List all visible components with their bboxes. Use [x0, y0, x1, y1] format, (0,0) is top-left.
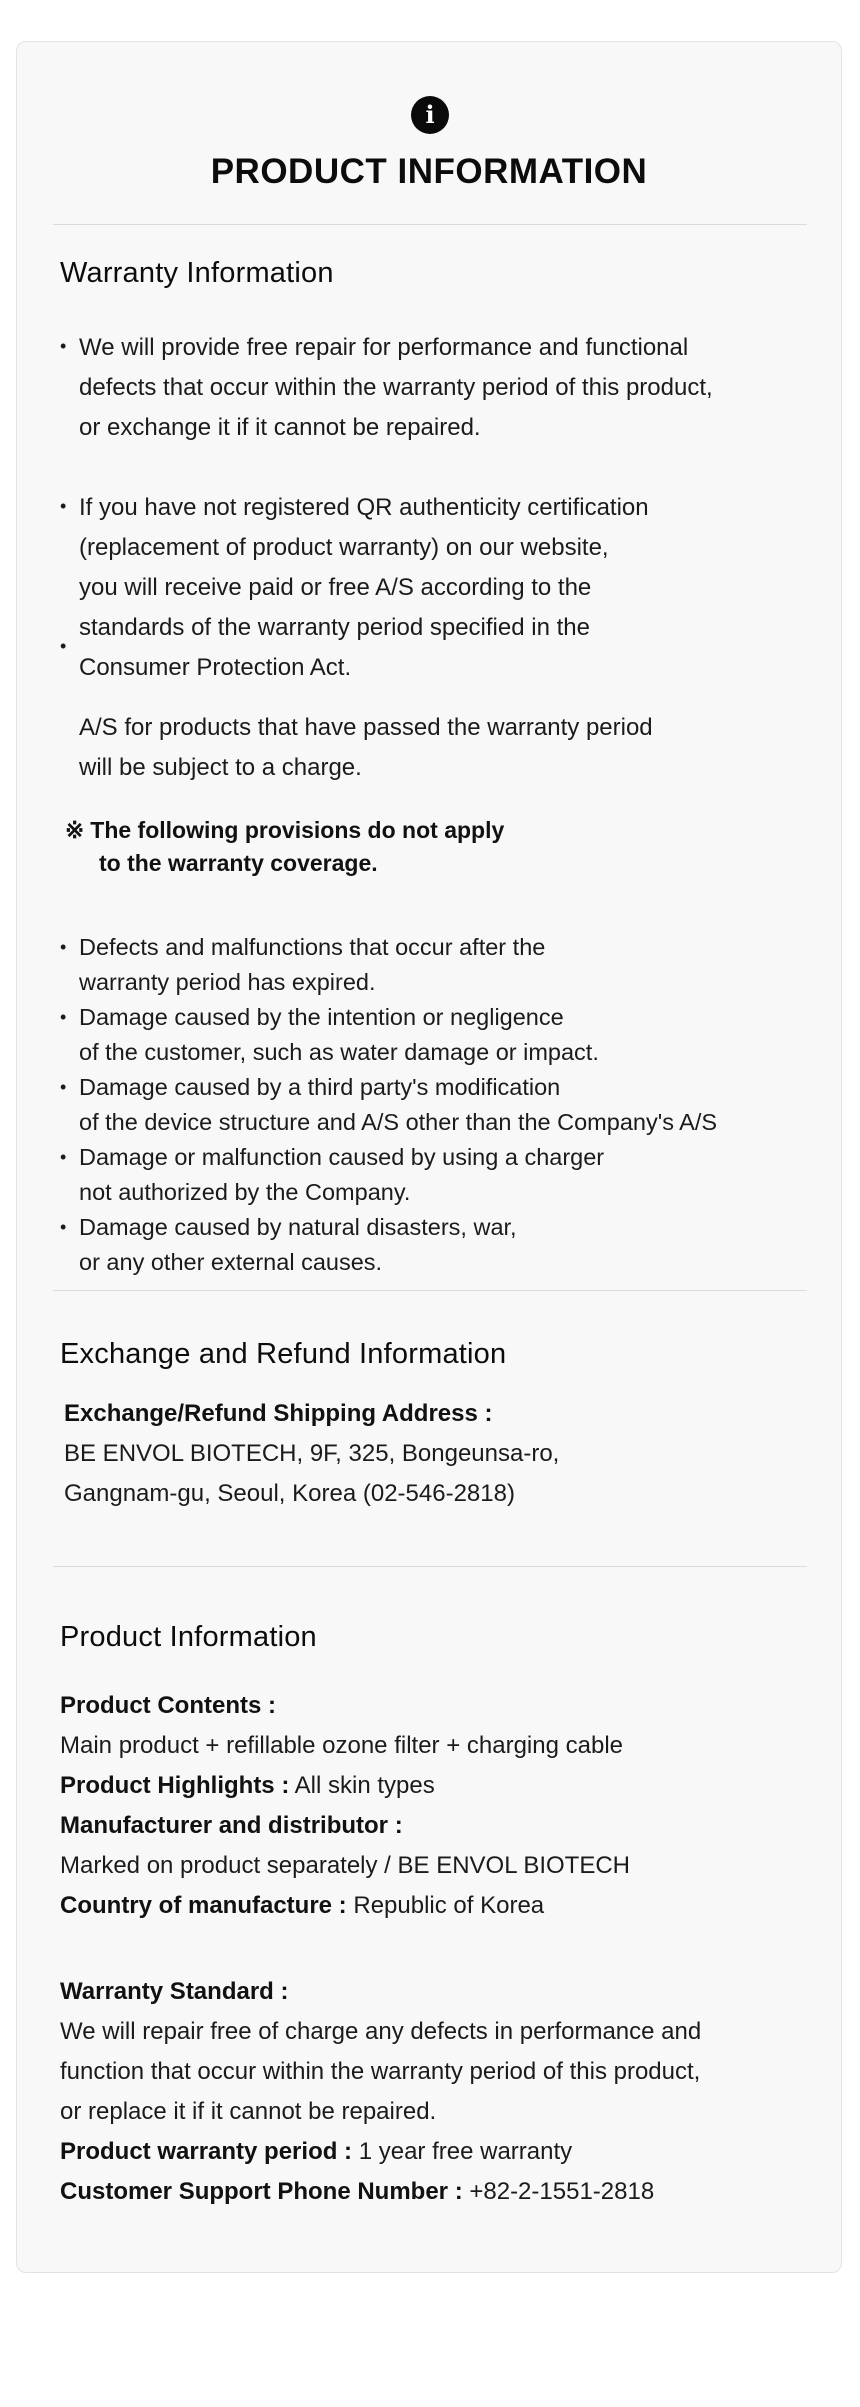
- warranty-heading: Warranty Information: [60, 257, 334, 289]
- divider: [53, 1290, 807, 1291]
- product-heading: Product Information: [60, 1621, 317, 1653]
- divider: [53, 1566, 807, 1567]
- info-icon: i: [411, 96, 449, 134]
- exclusions-list: [60, 930, 840, 1280]
- divider: [53, 224, 807, 225]
- bullet-icon: •: [60, 336, 67, 356]
- list-item: • Damage or malfunction caused by using a charger not authorized by the Company.: [60, 1140, 840, 1210]
- product-information-card: [16, 41, 842, 2273]
- page-title: PRODUCT INFORMATION: [210, 152, 648, 191]
- list-item: • Damage caused by natural disasters, war, or any other external causes.: [60, 1210, 840, 1280]
- warranty-item: We will provide free repair for performance and functional defects that occur within the warranty period of this product, or exchange it if it cannot be repaired.: [79, 334, 713, 441]
- list-item: • Damage caused by a third party's modification of the device structure and A/S other than the Company's A/S: [60, 1070, 840, 1140]
- warranty-standard: Warranty Standard : We will repair free of charge any defects in performance and function that occur within the warranty period of this product, or replace it if it cannot be repaired. Product warranty period : 1 year free warranty Customer Support Phone Number : +82-2-1551-2818: [60, 1978, 702, 2205]
- exchange-heading: Exchange and Refund Information: [60, 1338, 507, 1370]
- bullet-icon: •: [60, 636, 67, 656]
- warranty-item: If you have not registered QR authenticity certification (replacement of product warranty) on our website, you will receive paid or free A/S according to the standards of the warranty period specified in the Consumer Protection Act.: [79, 494, 649, 681]
- reference-mark-icon: ※: [65, 817, 85, 843]
- exclusions-heading: ※ The following provisions do not apply to the warranty coverage.: [65, 817, 505, 876]
- list-item: • Damage caused by the intention or negligence of the customer, such as water damage or impact.: [60, 1000, 840, 1070]
- list-item: • Defects and malfunctions that occur after the warranty period has expired.: [60, 930, 840, 1000]
- bullet-icon: •: [60, 496, 67, 516]
- product-details: Product Contents : Main product + refillable ozone filter + charging cable Product Highlights : All skin types Manufacturer and distributor : Marked on product separately / BE ENVOL BIOTECH Country of manufacture : Republic of Korea: [60, 1692, 631, 1919]
- paid-service-note: A/S for products that have passed the warranty period will be subject to a charge.: [79, 714, 653, 781]
- exchange-address: Exchange/Refund Shipping Address : BE ENVOL BIOTECH, 9F, 325, Bongeunsa-ro, Gangnam-gu, Seoul, Korea (02-546-2818): [64, 1400, 560, 1507]
